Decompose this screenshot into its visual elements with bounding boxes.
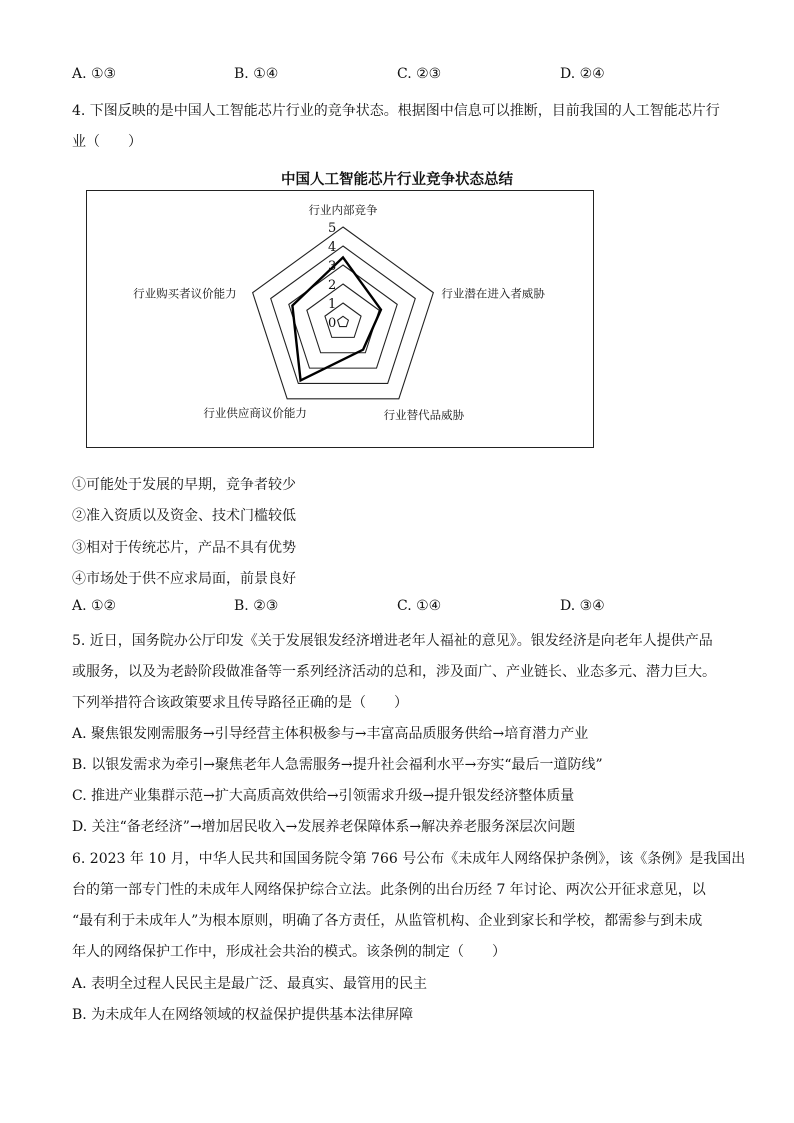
- radar-ring-5: [253, 227, 434, 399]
- q3-option-b[interactable]: B. ①④: [234, 66, 279, 82]
- q4-statement-2: ②准入资质以及资金、技术门槛较低: [72, 508, 296, 524]
- q5-option-b[interactable]: B. 以银发需求为牵引→聚焦老年人急需服务→提升社会福利水平→夯实“最后一道防线”: [72, 757, 603, 773]
- q4-option-b[interactable]: B. ②③: [234, 598, 279, 614]
- q5-stem-line1: 5. 近日，国务院办公厅印发《关于发展银发经济增进老年人福祉的意见》。银发经济是向老年人提供产品: [72, 633, 713, 649]
- radar-axis-label-2: 行业替代品威胁: [383, 407, 465, 422]
- q6-option-b[interactable]: B. 为未成年人在网络领域的权益保护提供基本法律屏障: [72, 1007, 414, 1023]
- q4-statement-3: ③相对于传统芯片，产品不具有优势: [72, 540, 296, 556]
- q4-option-a[interactable]: A. ①②: [72, 598, 117, 614]
- radar-tick-label-4: 4: [328, 240, 337, 255]
- q6-stem-line4: 年人的网络保护工作中，形成社会共治的模式。该条例的制定（ ）: [72, 944, 506, 960]
- q5-option-a[interactable]: A. 聚焦银发刚需服务→引导经营主体积极参与→丰富高品质服务供给→培育潜力产业: [72, 726, 589, 742]
- radar-axis-label-4: 行业购买者议价能力: [133, 286, 237, 301]
- radar-ring-0: [338, 316, 349, 326]
- radar-tick-label-0: 0: [328, 316, 337, 331]
- radar-axis-label-0: 行业内部竞争: [308, 203, 378, 217]
- q6-stem-line2: 台的第一部专门性的未成年人网络保护综合立法。此条例的出台历经 7 年讨论、两次公开征求意见，以: [72, 882, 706, 898]
- radar-chart: [0, 0, 794, 460]
- q4-stem-line1: 4. 下图反映的是中国人工智能芯片行业的竞争状态。根据图中信息可以推断，目前我国的人工智能芯片行: [72, 103, 720, 119]
- q4-statement-1: ①可能处于发展的早期，竞争者较少: [72, 477, 296, 493]
- q5-option-d[interactable]: D. 关注“备老经济”→增加居民收入→发展养老保障体系→解决养老服务深层次问题: [72, 819, 576, 835]
- radar-series: [292, 257, 381, 380]
- q5-stem-line3: 下列举措符合该政策要求且传导路径正确的是（ ）: [72, 695, 408, 711]
- radar-tick-label-3: 3: [328, 259, 337, 274]
- radar-tick-label-1: 1: [328, 297, 337, 312]
- q3-option-a[interactable]: A. ①③: [72, 66, 117, 82]
- chart-title: 中国人工智能芯片行业竞争状态总结: [281, 172, 513, 188]
- q4-option-c[interactable]: C. ①④: [397, 598, 442, 614]
- q4-stem-line2: 业（ ）: [72, 134, 142, 150]
- q4-options: [72, 598, 722, 618]
- q6-stem-line1: 6. 2023 年 10 月，中华人民共和国国务院令第 766 号公布《未成年人网络保护条例》，该《条例》是我国出: [72, 851, 746, 867]
- q5-option-c[interactable]: C. 推进产业集群示范→扩大高质高效供给→引领需求升级→提升银发经济整体质量: [72, 788, 575, 804]
- q4-option-d[interactable]: D. ③④: [560, 598, 605, 614]
- q6-stem-line3: “最有利于未成年人”为根本原则，明确了各方责任，从监管机构、企业到家长和学校，都需参与到未成: [72, 913, 703, 929]
- radar-ring-2: [307, 284, 379, 353]
- radar-axis-label-3: 行业供应商议价能力: [203, 405, 307, 420]
- radar-tick-label-2: 2: [328, 278, 337, 293]
- q3-option-d[interactable]: D. ②④: [560, 66, 605, 82]
- q3-option-c[interactable]: C. ②③: [397, 66, 442, 82]
- q5-stem-line2: 或服务，以及为老龄阶段做准备等一系列经济活动的总和，涉及面广、产业链长、业态多元、潜力巨大。: [72, 664, 716, 680]
- q4-statement-4: ④市场处于供不应求局面，前景良好: [72, 571, 296, 587]
- radar-tick-label-5: 5: [328, 221, 337, 236]
- q6-option-a[interactable]: A. 表明全过程人民民主是最广泛、最真实、最管用的民主: [72, 976, 428, 992]
- radar-axis-label-1: 行业潜在进入者威胁: [441, 286, 545, 301]
